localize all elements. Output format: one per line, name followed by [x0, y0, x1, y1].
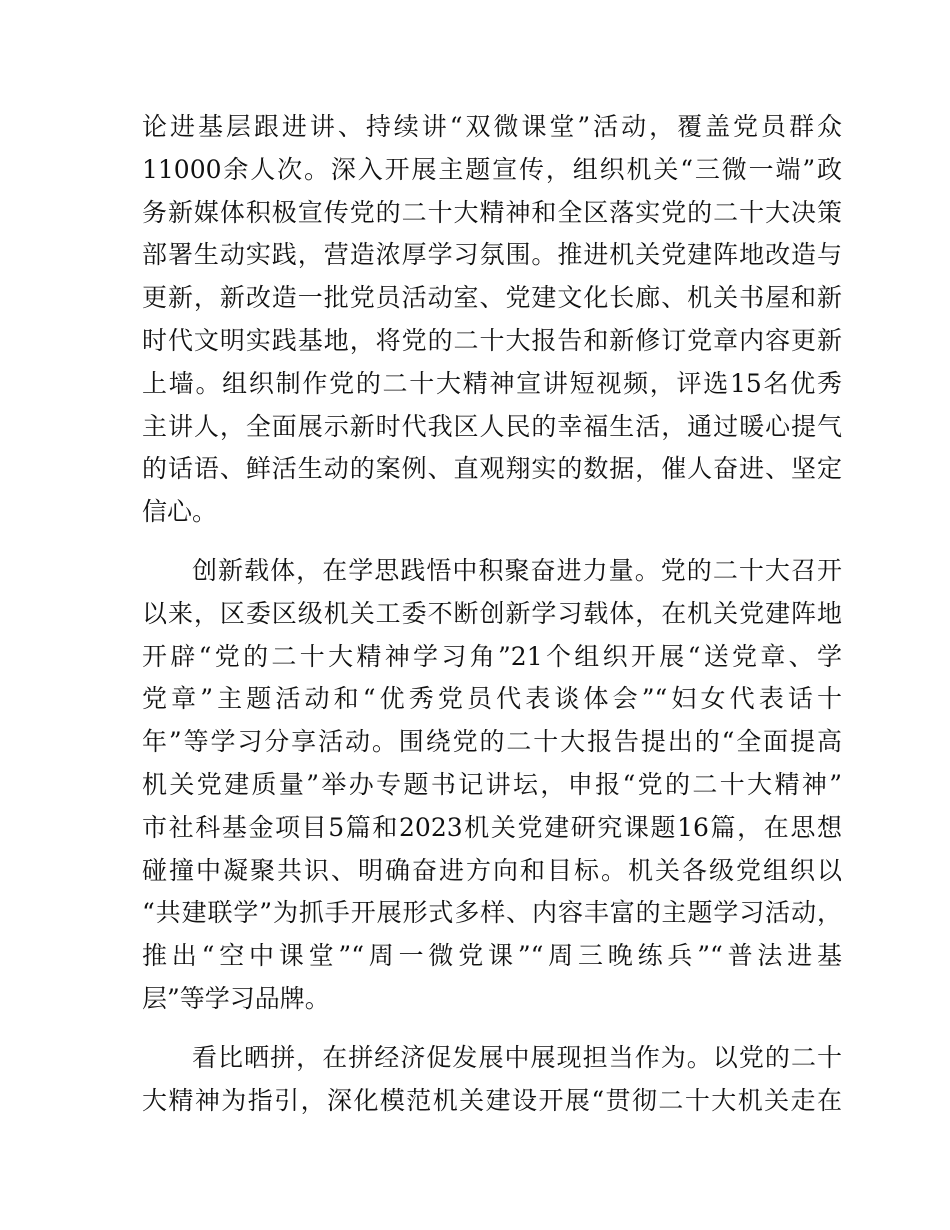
- text-line: 推出“空中课堂”“周一微党课”“周三晚练兵”“普法进基: [142, 941, 842, 971]
- text-line: 机关党建质量”举办专题书记讲坛，申报“党的二十大精神”: [142, 769, 842, 799]
- paragraph-3: [142, 1037, 842, 1123]
- paragraph-1: [142, 106, 842, 534]
- text-line: 论进基层跟进讲、持续讲“双微课堂”活动，覆盖党员群众: [142, 112, 842, 141]
- text-line: 11000余人次。深入开展主题宣传，组织机关“三微一端”政: [142, 154, 842, 184]
- text-line: 创新载体，在学思践悟中积聚奋进力量。党的二十大召开: [192, 555, 842, 585]
- text-line: 上墙。组织制作党的二十大精神宣讲短视频，评选15名优秀: [142, 368, 842, 398]
- text-line: 大精神为指引，深化模范机关建设开展“贯彻二十大机关走在: [142, 1085, 842, 1115]
- text-line: 信心。: [142, 497, 218, 527]
- text-line: 时代文明实践基地，将党的二十大报告和新修订党章内容更新: [142, 325, 842, 355]
- text-line: 层”等学习品牌。: [142, 983, 330, 1013]
- text-line: 市社科基金项目5篇和2023机关党建研究课题16篇，在思想: [142, 812, 842, 842]
- text-line: 主讲人，全面展示新时代我区人民的幸福生活，通过暖心提气: [142, 411, 842, 441]
- text-line: 年”等学习分享活动。围绕党的二十大报告提出的“全面提高: [142, 727, 842, 757]
- text-line: 开辟“党的二十大精神学习角”21个组织开展“送党章、学: [142, 641, 842, 671]
- text-line: 看比晒拼，在拼经济促发展中展现担当作为。以党的二十: [192, 1042, 842, 1072]
- text-line: 更新，新改造一批党员活动室、党建文化长廊、机关书屋和新: [142, 283, 842, 313]
- text-line: 党章”主题活动和“优秀党员代表谈体会”“妇女代表话十: [142, 684, 842, 714]
- document-body: [142, 106, 842, 1138]
- paragraph-2: [142, 550, 842, 1021]
- text-line: “共建联学”为抓手开展形式多样、内容丰富的主题学习活动，: [142, 898, 842, 928]
- text-line: 务新媒体积极宣传党的二十大精神和全区落实党的二十大决策: [142, 197, 842, 227]
- text-line: 部署生动实践，营造浓厚学习氛围。推进机关党建阵地改造与: [142, 240, 842, 270]
- text-line: 以来，区委区级机关工委不断创新学习载体，在机关党建阵地: [142, 598, 842, 628]
- text-line: 碰撞中凝聚共识、明确奋进方向和目标。机关各级党组织以: [142, 855, 842, 885]
- text-line: 的话语、鲜活生动的案例、直观翔实的数据，催人奋进、坚定: [142, 454, 842, 484]
